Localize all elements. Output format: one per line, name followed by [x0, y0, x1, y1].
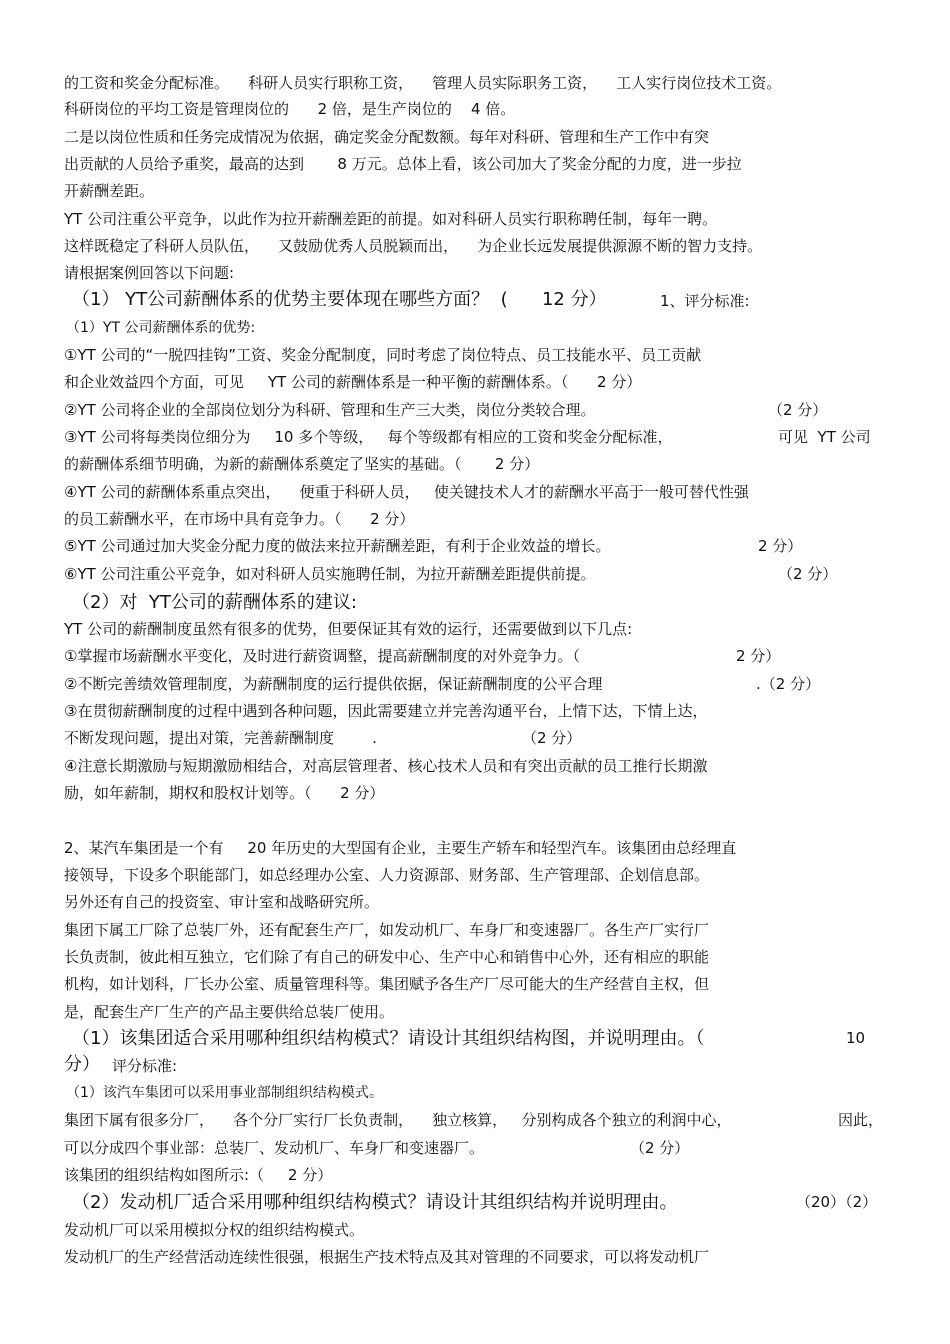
text-line: 该集团的组织结构如图所示:（ 2 分）: [64, 1166, 333, 1184]
text-line: ⑤YT 公司通过加大奖金分配力度的做法来拉开薪酬差距，有利于企业效益的增长。: [64, 537, 611, 555]
text-line: ④注意长期激励与短期激励相结合，对高层管理者、核心技术人员和有突出贡献的员工推行长期激: [64, 757, 708, 775]
text-line: 集团下属有很多分厂， 各个分厂实行厂长负责制， 独立核算， 分别构成各个独立的利润中心，: [64, 1111, 732, 1129]
text-line: 和企业效益四个方面，可见 YT 公司的薪酬体系是一种平衡的薪酬体系。（ 2 分）: [64, 373, 642, 391]
text-line: 10: [846, 1029, 866, 1047]
text-line: ③YT 公司将每类岗位细分为 10 多个等级， 每个等级都有相应的工资和奖金分配标准，: [64, 428, 673, 446]
text-line: 可见 YT 公司: [778, 428, 871, 446]
text-line: 的薪酬体系细节明确，为新的薪酬体系奠定了坚实的基础。（ 2 分）: [64, 455, 540, 473]
text-line: 长负责制，彼此相互独立，它们除了有自己的研发中心、生产中心和销售中心外，还有相应的职能: [64, 948, 710, 966]
question-heading: （1） YT公司薪酬体系的优势主要体现在哪些方面？ ( 12 分）: [72, 289, 607, 310]
text-line: YT 公司注重公平竞争，以此作为拉开薪酬差距的前提。如对科研人员实行职称聘任制，每年一聘。: [64, 210, 718, 228]
text-line: 是，配套生产厂生产的产品主要供给总装厂使用。: [64, 1003, 395, 1021]
text-line: 机构，如计划科，厂长办公室、质量管理科等。集团赋予各生产厂尽可能大的生产经营自主权，但: [64, 975, 710, 993]
text-line: 请根据案例回答以下问题:: [64, 264, 235, 282]
text-line: （1）YT 公司薪酬体系的优势:: [66, 320, 256, 336]
text-line: 二是以岗位性质和任务完成情况为依据，确定奖金分配数额。每年对科研、管理和生产工作中有突: [64, 128, 710, 146]
score-label: .（2 分）: [756, 675, 821, 693]
text-line: 这样既稳定了科研人员队伍， 又鼓励优秀人员脱颖而出， 为企业长远发展提供源源不断的智力支持。: [64, 237, 763, 255]
text-line: 接领导，下设多个职能部门，如总经理办公室、人力资源部、财务部、生产管理部、企划信息部。: [64, 866, 710, 884]
text-line: 可以分成四个事业部：总装厂、发动机厂、车身厂和变速器厂。: [64, 1139, 485, 1157]
text-line: YT 公司的薪酬制度虽然有很多的优势，但要保证其有效的运行，还需要做到以下几点:: [64, 620, 633, 638]
text-line: ③在贯彻薪酬制度的过程中遇到各种问题，因此需要建立并完善沟通平台，上情下达，下情上达，: [64, 702, 708, 720]
text-line: 2、某汽车集团是一个有 20 年历史的大型国有企业，主要生产轿车和轻型汽车。该集团由总经理直: [64, 839, 737, 857]
text-line: 另外还有自己的投资室、审计室和战略研究所。: [64, 893, 380, 911]
text-line: 因此，: [838, 1111, 884, 1129]
text-line: 评分标准:: [112, 1057, 178, 1075]
text-line: （1）该汽车集团可以采用事业部制组织结构模式。: [66, 1085, 383, 1101]
question-heading: （1）该集团适合采用哪种组织结构模式？请设计其组织结构图，并说明理由。（: [72, 1028, 705, 1049]
score-label: 2 分）: [736, 647, 781, 665]
text-line: 开薪酬差距。: [64, 182, 155, 200]
text-line: 的员工薪酬水平，在市场中具有竞争力。（ 2 分）: [64, 510, 415, 528]
text-line: 1、评分标准:: [660, 292, 750, 310]
text-line: 科研岗位的平均工资是管理岗位的 2 倍，是生产岗位的 4 倍。: [64, 100, 516, 118]
text-line: 出贡献的人员给予重奖，最高的达到 8 万元。总体上看，该公司加大了奖金分配的力度，进一步拉: [64, 155, 742, 173]
text-line: 励，如年薪制，期权和股权计划等。（ 2 分）: [64, 784, 385, 802]
text-line: 不断发现问题，提出对策，完善薪酬制度 .: [64, 729, 377, 747]
text-line: ⑥YT 公司注重公平竞争，如对科研人员实施聘任制，为拉开薪酬差距提供前提。: [64, 565, 596, 583]
score-label: （2 分）: [778, 565, 838, 583]
text-line: 集团下属工厂除了总装厂外，还有配套生产厂，如发动机厂、车身厂和变速器厂。各生产厂实行厂: [64, 921, 710, 939]
score-label: （20）（2）: [796, 1193, 878, 1211]
score-label: （2 分）: [522, 729, 582, 747]
question-heading: （2）发动机厂适合采用哪种组织结构模式？请设计其组织结构并说明理由。: [72, 1192, 678, 1213]
text-line: ②YT 公司将企业的全部岗位划分为科研、管理和生产三大类，岗位分类较合理。: [64, 401, 596, 419]
score-label: （2 分）: [768, 401, 828, 419]
question-heading: （2）对 YT公司的薪酬体系的建议:: [72, 592, 357, 613]
text-line: ②不断完善绩效管理制度，为薪酬制度的运行提供依据，保证薪酬制度的公平合理: [64, 675, 603, 693]
text-line: 的工资和奖金分配标准。 科研人员实行职称工资， 管理人员实际职务工资， 工人实行岗位技术工资。: [64, 74, 782, 92]
score-label: （2 分）: [630, 1139, 690, 1157]
text-line: 分）: [64, 1054, 100, 1075]
text-line: ④YT 公司的薪酬体系重点突出， 便重于科研人员， 使关键技术人才的薪酬水平高于一般可替代性强: [64, 483, 749, 501]
score-label: 2 分）: [758, 537, 803, 555]
text-line: ①掌握市场薪酬水平变化，及时进行薪资调整，提高薪酬制度的对外竞争力。（: [64, 647, 580, 665]
text-line: ①YT 公司的“一脱四挂钩”工资、奖金分配制度，同时考虑了岗位特点、员工技能水平、员工贡献: [64, 346, 702, 364]
text-line: 发动机厂可以采用模拟分权的组织结构模式。: [64, 1221, 365, 1239]
text-line: 发动机厂的生产经营活动连续性很强，根据生产技术特点及其对管理的不同要求，可以将发动机厂: [64, 1248, 710, 1266]
